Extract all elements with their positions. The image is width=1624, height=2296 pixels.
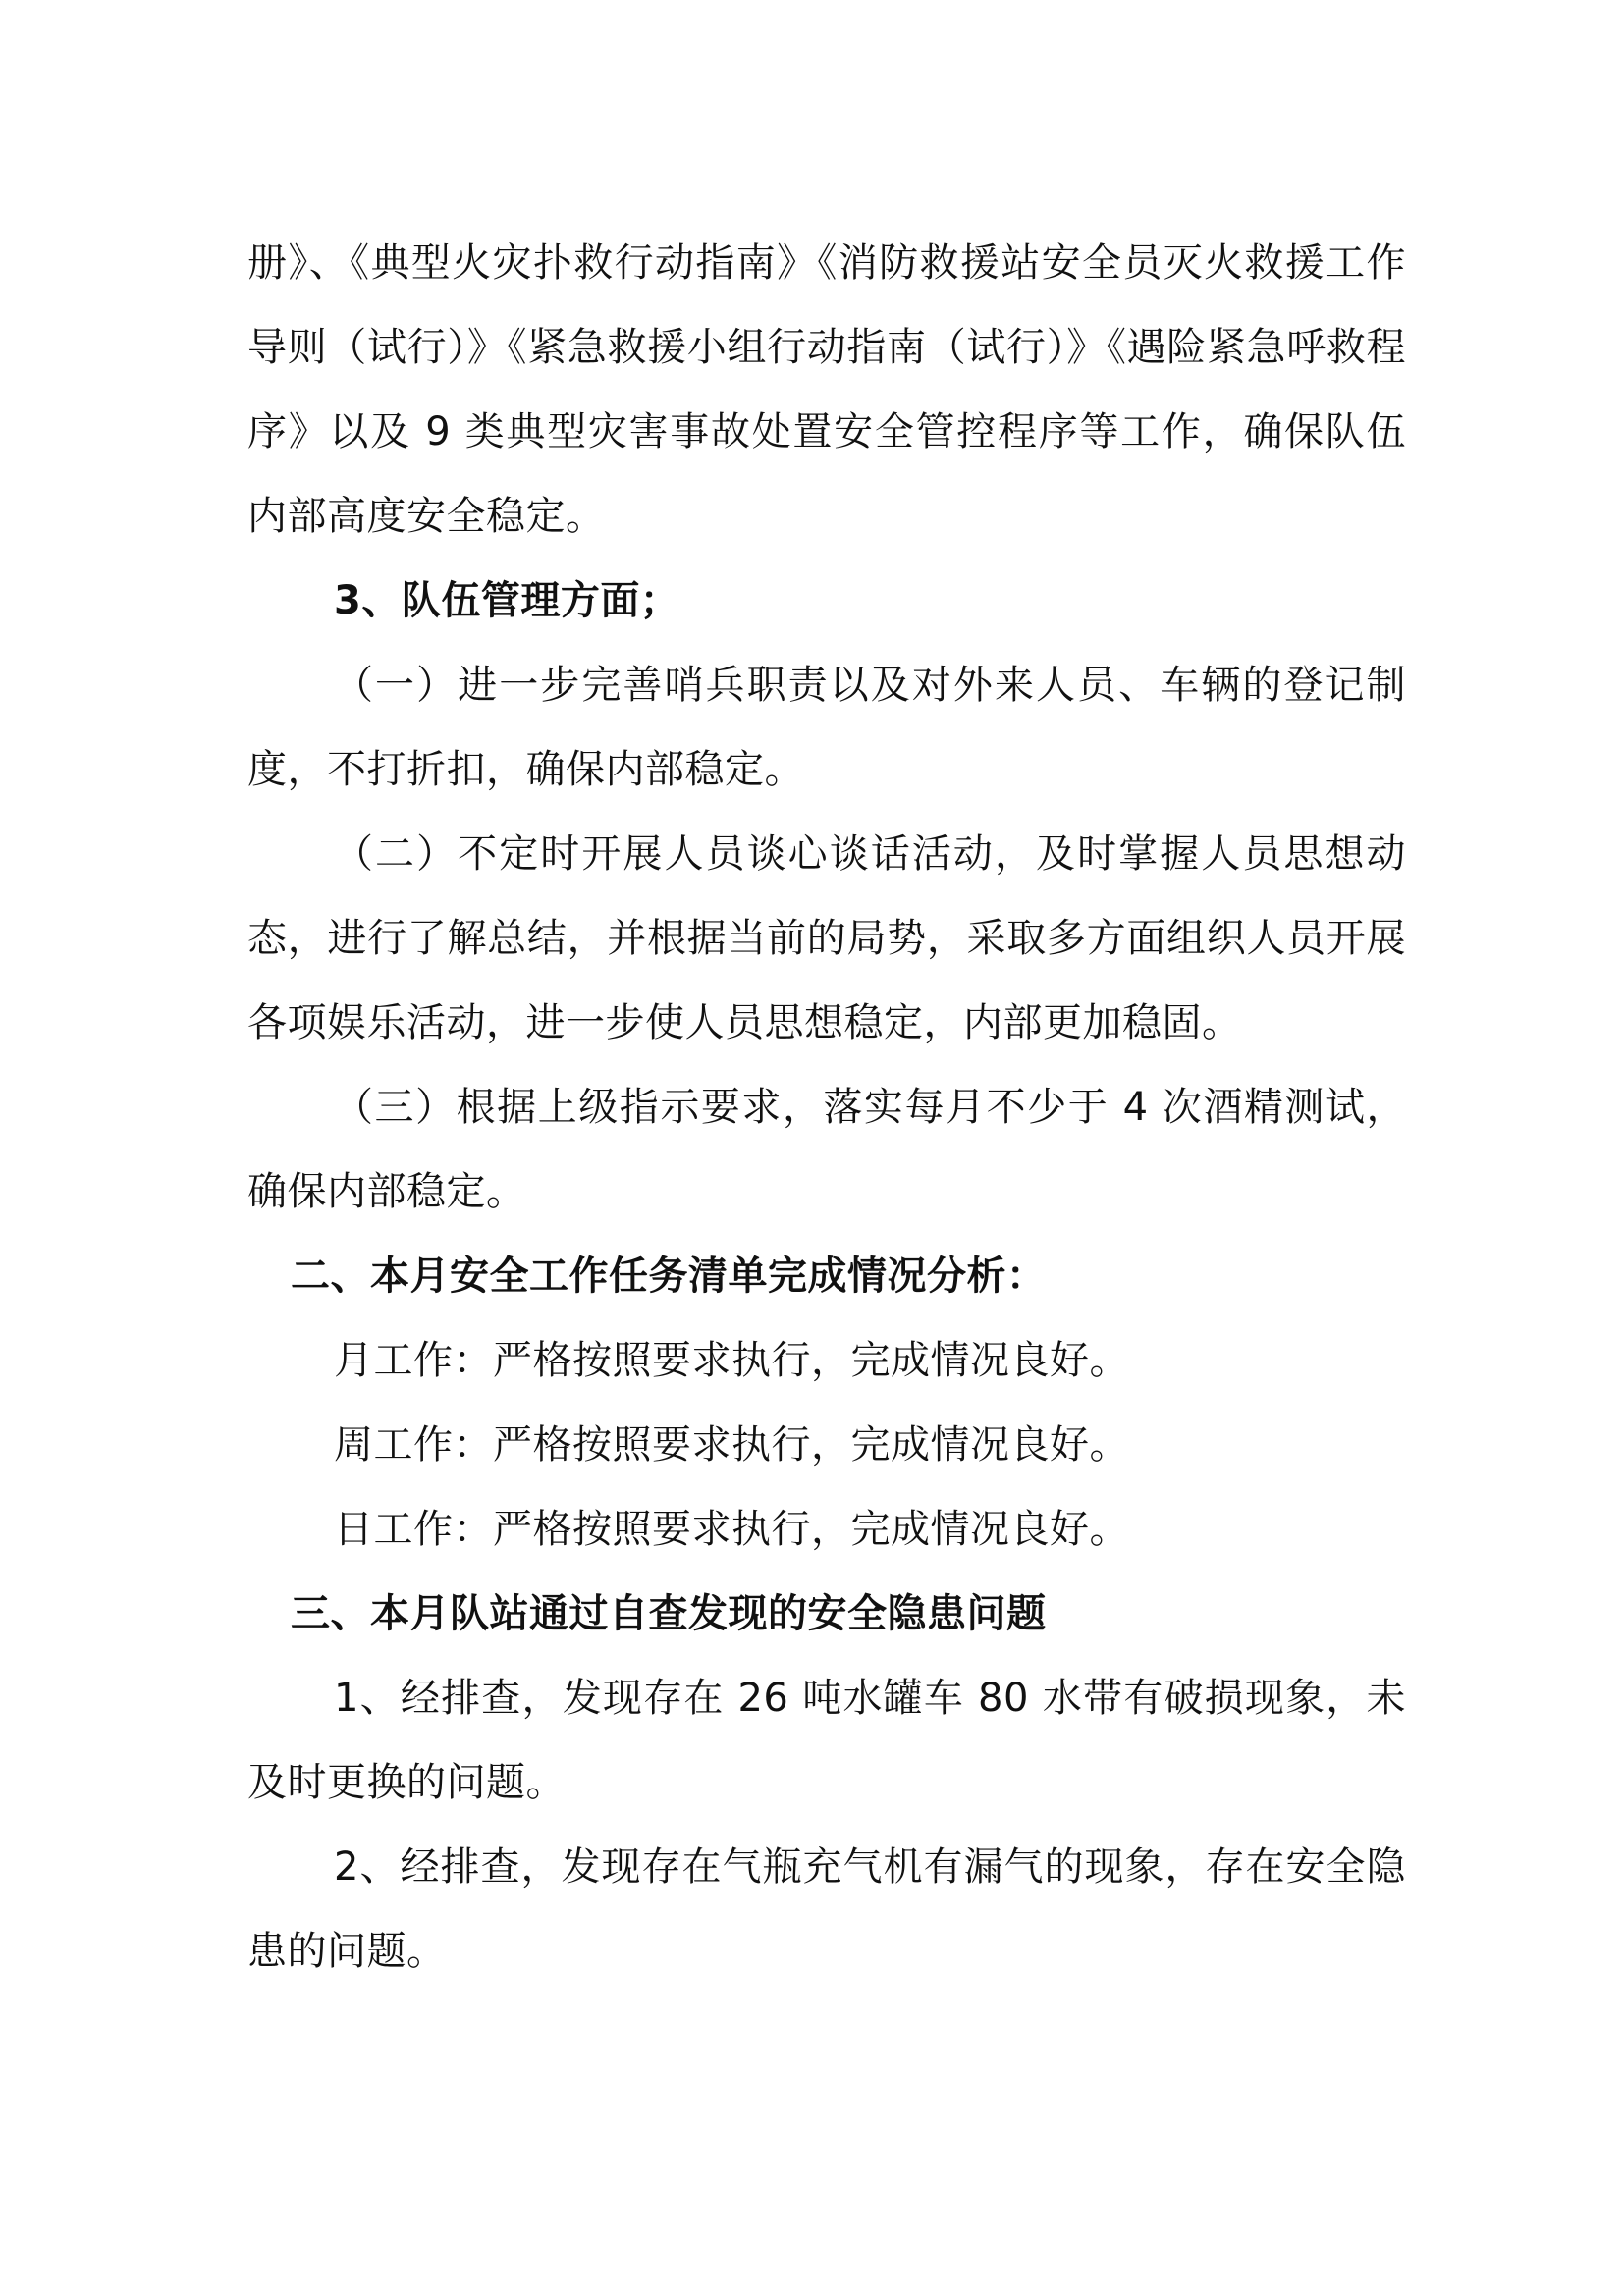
document-body: [247, 221, 1406, 1994]
section-heading-team-management: 3、队伍管理方面；: [334, 578, 680, 623]
paragraph-item-1: （一）进一步完善哨兵职责以及对外来人员、车辆的登记制度，不打折扣，确保内部稳定。: [247, 663, 1406, 792]
paragraph-hazard-1: 1、经排查，发现存在 26 吨水罐车 80 水带有破损现象，未及时更换的问题。: [247, 1676, 1406, 1805]
paragraph-item-2: （二）不定时开展人员谈心谈话活动，及时掌握人员思想动态，进行了解总结，并根据当前的局势，采取多方面组织人员开展各项娱乐活动，进一步使人员思想稳定，内部更加稳固。: [247, 831, 1406, 1045]
section-heading-task-analysis: 二、本月安全工作任务清单完成情况分析：: [291, 1254, 1047, 1299]
paragraph-hazard-2: 2、经排查，发现存在气瓶充气机有漏气的现象，存在安全隐患的问题。: [247, 1844, 1406, 1974]
section-heading-hazards: 三、本月队站通过自查发现的安全隐患问题: [291, 1591, 1047, 1636]
paragraph-item-3: （三）根据上级指示要求，落实每月不少于 4 次酒精测试，确保内部稳定。: [247, 1085, 1406, 1214]
paragraph-weekly-work: 周工作：严格按照要求执行，完成情况良好。: [334, 1422, 1129, 1468]
paragraph-continuation: 册》、《典型火灾扑救行动指南》《消防救援站安全员灭火救援工作导则（试行）》《紧急救援小组行动指南（试行）》《遇险紧急呼救程序》以及 9 类典型灾害事故处置安全管控程序等工作，确保队伍内部高度安全稳定。: [247, 240, 1406, 539]
paragraph-daily-work: 日工作：严格按照要求执行，完成情况良好。: [334, 1507, 1129, 1552]
paragraph-monthly-work: 月工作：严格按照要求执行，完成情况良好。: [334, 1338, 1129, 1383]
